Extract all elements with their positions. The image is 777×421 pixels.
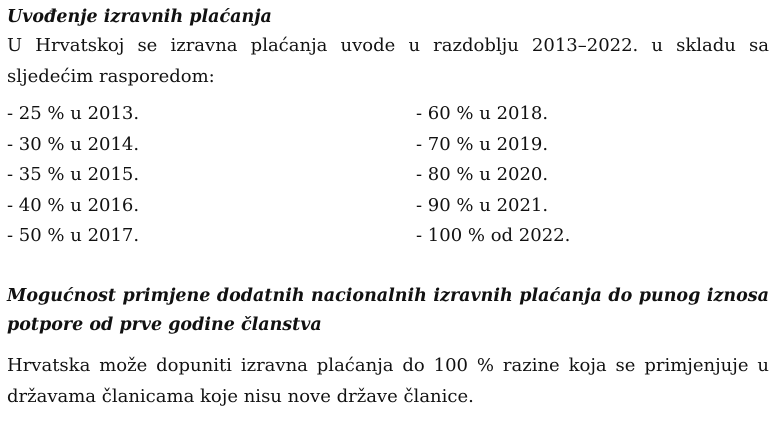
section-heading-additional-payments [7,282,769,340]
phase-in-schedule [7,99,769,254]
body-line-1: Hrvatska može dopuniti izravna plaćanja do 100 % razine koja se primjenjuje u [7,355,769,376]
schedule-item: - 60 % u 2018. [416,103,549,124]
schedule-item: - 40 % u 2016. [7,194,140,216]
heading-line-1: Mogućnost primjene dodatnih nacionalnih izravnih plaćanja do punog iznosa [7,286,769,306]
schedule-item: - 80 % u 2020. [416,164,549,185]
schedule-item: - 50 % u 2017. [7,225,140,246]
section-spacer [7,254,769,282]
intro-line-1: U Hrvatskoj se izravna plaćanja uvode u razdoblju 2013–2022. u skladu sa [7,35,769,56]
schedule-column-right [416,99,570,252]
schedule-item: - 70 % u 2019. [416,133,549,155]
heading-line-2: potpore od prve godine članstva [7,315,322,335]
intro-paragraph [7,30,769,92]
schedule-item: - 100 % od 2022. [416,225,571,246]
schedule-item: - 35 % u 2015. [7,164,140,185]
schedule-item: - 30 % u 2014. [7,133,140,155]
schedule-column-left [7,99,139,252]
schedule-item: - 90 % u 2021. [416,194,549,216]
document-page [7,4,769,412]
body-line-2: državama članicama koje nisu nove države članice. [7,386,474,407]
body-paragraph [7,350,769,412]
heading-spacer [7,340,769,350]
schedule-item: - 25 % u 2013. [7,103,140,124]
section-heading-phase-in: Uvođenje izravnih plaćanja [7,7,272,27]
intro-line-2: sljedećim rasporedom: [7,66,215,87]
